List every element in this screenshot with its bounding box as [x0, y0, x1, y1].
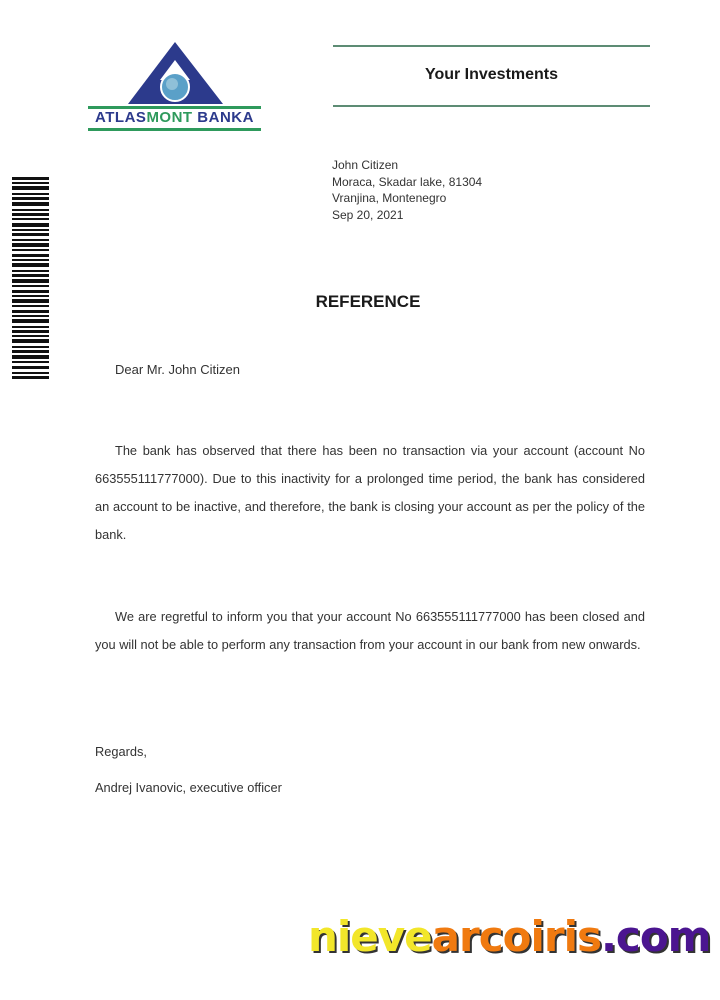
body-paragraph-1: The bank has observed that there has been no transaction via your account (account No 663555111777000). Due to this inactivity for a prolonged time period, the bank has considered an account to be inactive, and therefore, the bank is closing your account as per the policy of the bank.: [95, 443, 645, 542]
letter-date: Sep 20, 2021: [332, 207, 404, 222]
logo-rule-bottom: [88, 128, 261, 131]
watermark-part-2: arcoiris: [431, 912, 601, 961]
bank-logo: [88, 42, 263, 134]
closing: Regards,: [95, 744, 147, 759]
header-title: Your Investments: [424, 66, 559, 83]
recipient-address-block: [332, 157, 482, 223]
watermark: [308, 912, 710, 961]
recipient-name: John Citizen: [332, 158, 399, 172]
header-rule-bottom: [333, 105, 650, 107]
address-line-2: Vranjina, Montenegro: [332, 191, 447, 205]
watermark-part-1: nieve: [308, 912, 432, 961]
signer: Andrej Ivanovic, executive officer: [95, 780, 282, 795]
bank-logo-triangle-icon: [128, 42, 223, 104]
letter-title: REFERENCE: [315, 292, 421, 311]
bank-name: ATLASMONT BANKA: [95, 109, 254, 126]
header-rule-top: [333, 45, 650, 47]
body-paragraph-2: We are regretful to inform you that your account No 663555111777000 has been closed and you will not be able to perform any transaction from your account in our bank from new onwards.: [95, 609, 645, 652]
address-line-1: Moraca, Skadar lake, 81304: [332, 174, 483, 189]
salutation: Dear Mr. John Citizen: [115, 362, 240, 377]
barcode-icon: [12, 177, 49, 379]
watermark-part-3: .com: [600, 912, 711, 961]
